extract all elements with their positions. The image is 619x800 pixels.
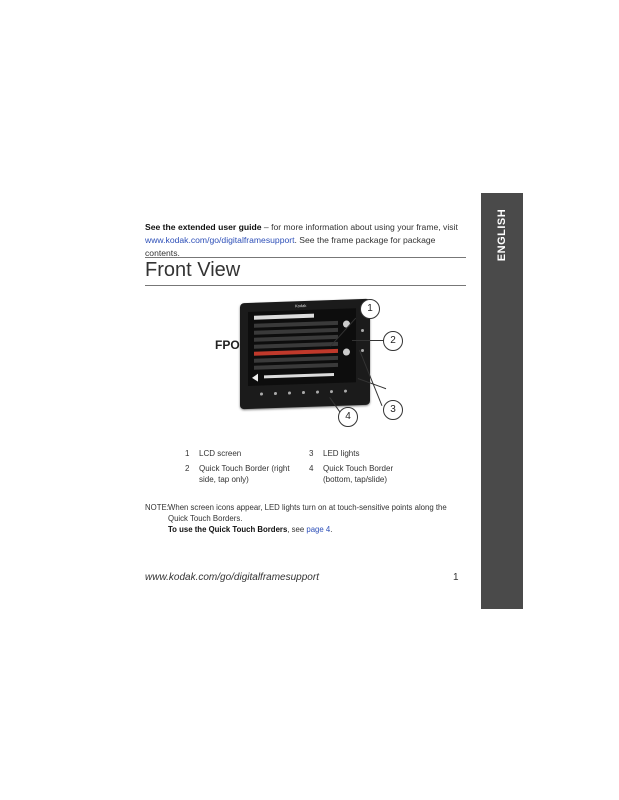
note-end: . (330, 525, 333, 534)
frame-brand: Kodak (295, 302, 307, 309)
led-light (316, 391, 319, 394)
note-after: , see (287, 525, 307, 534)
legend-text: LED lights (323, 449, 360, 458)
screen-menu-row (254, 356, 338, 363)
legend-number: 4 (309, 464, 314, 473)
language-tab-label: ENGLISH (496, 208, 508, 262)
led-light (330, 390, 333, 393)
led-light (260, 392, 263, 395)
led-light (361, 329, 364, 332)
lcd-screen (248, 308, 356, 386)
legend-number: 1 (185, 449, 190, 458)
legend-text: Quick Touch Border (bottom, tap/slide) (323, 464, 394, 484)
screen-menu-row (254, 321, 338, 328)
led-light (302, 391, 305, 394)
callout-4: 4 (338, 407, 358, 427)
page-number: 1 (453, 572, 459, 583)
footer-url: www.kodak.com/go/digitalframesupport (145, 572, 319, 583)
support-link[interactable]: www.kodak.com/go/digitalframesupport (145, 235, 295, 245)
screen-menu-row (254, 328, 338, 335)
fpo-label: FPO (215, 338, 240, 352)
callout-1: 1 (360, 299, 380, 319)
page-link[interactable]: page 4 (306, 525, 331, 534)
intro-text-2: . See the frame package for package contents. (145, 235, 436, 258)
callout-3: 3 (383, 400, 403, 420)
intro-text-1: – for more information about using your frame, visit (261, 222, 458, 232)
screen-header-row (254, 314, 314, 320)
led-light (288, 391, 291, 394)
section-rule-bottom (145, 285, 466, 286)
language-tab (481, 193, 523, 609)
led-light (274, 392, 277, 395)
back-arrow-icon (252, 374, 258, 382)
screen-button-icon (343, 348, 350, 355)
led-light (361, 349, 364, 352)
note-label: NOTE: (145, 503, 169, 512)
screen-menu-row (254, 342, 338, 349)
intro-bold: See the extended user guide (145, 222, 262, 232)
callout-2: 2 (383, 331, 403, 351)
legend-text: Quick Touch Border (right side, tap only) (199, 464, 290, 484)
section-rule-top (145, 257, 466, 258)
led-light (344, 390, 347, 393)
note-bold: To use the Quick Touch Borders (168, 525, 288, 534)
section-title: Front View (145, 259, 241, 281)
legend-number: 2 (185, 464, 190, 473)
screen-menu-row (254, 363, 338, 370)
legend-number: 3 (309, 449, 314, 458)
note-text: When screen icons appear, LED lights turn on at touch-sensitive points along the Quick Touch Borders. (168, 503, 447, 523)
screen-menu-row-selected (254, 349, 338, 356)
screen-bottom-bar (264, 373, 334, 378)
screen-menu-row (254, 335, 338, 342)
callout-leader-2 (352, 340, 385, 341)
intro-paragraph (145, 221, 470, 260)
legend-text: LCD screen (199, 449, 242, 458)
picture-frame-device (240, 299, 370, 410)
